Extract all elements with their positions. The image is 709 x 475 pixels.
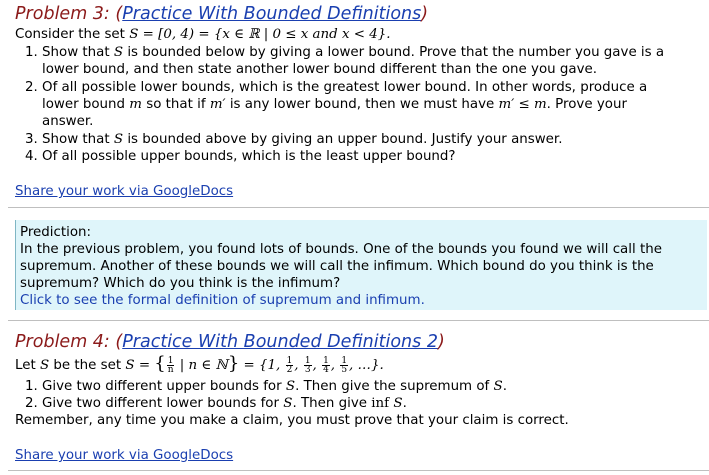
brace-open: { (154, 353, 166, 374)
set-symbol: S (493, 379, 503, 394)
set-symbol: S (113, 132, 124, 147)
inequality: m′ ≤ m (498, 97, 547, 112)
problem-3-set-definition: S = [0, 4) = {x ∈ ℝ | 0 ≤ x and x < 4}. (129, 27, 391, 42)
prediction-box (15, 220, 707, 310)
fraction-1-over-2 (286, 357, 294, 374)
problem-3-share-link[interactable]: Share your work via GoogleDocs (15, 184, 234, 199)
problem-3-item-3 (25, 131, 562, 148)
problem-3-title-link[interactable]: Practice With Bounded Definitions (122, 4, 422, 24)
item-text: is bounded above by giving an upper bound. Justify your answer. (123, 132, 563, 147)
fraction-1-over-4 (322, 357, 330, 374)
problem-3-item-2-end (42, 113, 93, 130)
brace-close: } (227, 353, 240, 374)
item-text: answer. (42, 114, 94, 129)
problem-3-title-prefix: Problem 3: ( (15, 4, 123, 24)
numerator: 1 (167, 356, 174, 366)
math-part: | n ∈ ℕ (175, 358, 228, 373)
divider (8, 207, 709, 208)
problem-4-title-suffix: ) (437, 332, 445, 352)
item-text: . Prove your (546, 97, 627, 112)
set-definition: S = { $\frac{1}{n}$ | n ∈ ℕ} = {1, $\frac{1}{2}$ , $\frac{1}{3}$ , $\frac{1}{4}$ , $\frac{1}{5}$ , …}. (125, 353, 384, 375)
math-part: , …}. (349, 358, 384, 373)
prediction-line-1: In the previous problem, you found lots of bounds. One of the bounds you found we will call the (20, 242, 662, 257)
problem-3-item-1-cont (42, 61, 597, 78)
set-symbol: S (285, 379, 296, 394)
problem-3-item-1 (25, 44, 664, 61)
definition-link[interactable]: Click to see the formal definition of supremum and infimum. (20, 293, 425, 308)
denominator: 5 (341, 365, 348, 375)
numerator: 1 (323, 356, 329, 366)
item-text: Let (15, 358, 40, 373)
item-text: 4. Of all possible upper bounds, which is the least upper bound? (25, 149, 456, 164)
set-symbol: S (113, 45, 124, 60)
item-text: so that if (142, 97, 210, 112)
problem-3-item-2 (25, 79, 647, 96)
item-text: . (402, 396, 407, 411)
problem-4-share-link[interactable]: Share your work via GoogleDocs (15, 448, 234, 463)
item-text: . (502, 379, 507, 394)
variable-m-prime: m′ (209, 97, 226, 112)
item-text: 3. Show that (25, 132, 114, 147)
problem-3-title (15, 4, 428, 24)
set-symbol: S (39, 358, 50, 373)
denominator: n (167, 365, 174, 375)
prediction-line-2: supremum. Another of these bounds we will call the infimum. Which bound do you think is the (20, 259, 654, 274)
problem-4-title-link[interactable]: Practice With Bounded Definitions 2 (122, 332, 438, 352)
problem-4-item-2 (25, 395, 407, 412)
math-part: = {1, (239, 358, 285, 373)
set-symbol: S (389, 396, 403, 411)
denominator: 2 (286, 365, 293, 375)
numerator: 1 (286, 356, 293, 366)
denominator: 4 (323, 365, 329, 375)
problem-4-intro (15, 354, 384, 376)
denominator: 3 (304, 365, 311, 375)
math-part: S = (125, 358, 155, 373)
item-text: be the set (49, 358, 126, 373)
item-text: is bounded below by giving a lower bound. Prove that the number you gave is a (123, 45, 665, 60)
numerator: 1 (341, 356, 348, 366)
problem-3-title-suffix: ) (421, 4, 429, 24)
item-text: 1. Give two different upper bounds for (25, 379, 286, 394)
item-text: lower bound (42, 97, 130, 112)
set-symbol: S (283, 396, 293, 411)
prediction-label: Prediction: (20, 225, 92, 240)
item-text: . Then give the supremum of (295, 379, 494, 394)
item-text: is any lower bound, then we must have (225, 97, 499, 112)
item-text: . Then give (292, 396, 372, 411)
fraction-1-over-n (167, 357, 175, 374)
item-text: lower bound, and then state another lower bound different than the one you gave. (42, 62, 598, 77)
item-text: 2. Of all possible lower bounds, which is the greatest lower bound. In other words, produce a (25, 80, 648, 95)
problem-4-title (15, 332, 445, 352)
divider (8, 470, 709, 471)
problem-4-remember: Remember, any time you make a claim, you must prove that your claim is correct. (15, 413, 569, 428)
problem-3-item-4 (25, 148, 456, 165)
variable-m: m (129, 97, 142, 112)
problem-4-title-prefix: Problem 4: ( (15, 332, 123, 352)
numerator: 1 (304, 356, 311, 366)
problem-3-item-2-cont (42, 96, 627, 113)
problem-3-intro (15, 26, 391, 43)
problem-4-item-1 (25, 378, 507, 395)
item-text: 2. Give two different lower bounds for (25, 396, 284, 411)
fraction-1-over-3 (304, 357, 312, 374)
divider (8, 320, 709, 321)
fraction-1-over-5 (340, 357, 348, 374)
inf-operator: inf (371, 396, 390, 411)
prediction-line-3: supremum? Which do you think is the infimum? (20, 276, 341, 291)
item-text: 1. Show that (25, 45, 114, 60)
problem-3-intro-text: Consider the set (15, 27, 130, 42)
